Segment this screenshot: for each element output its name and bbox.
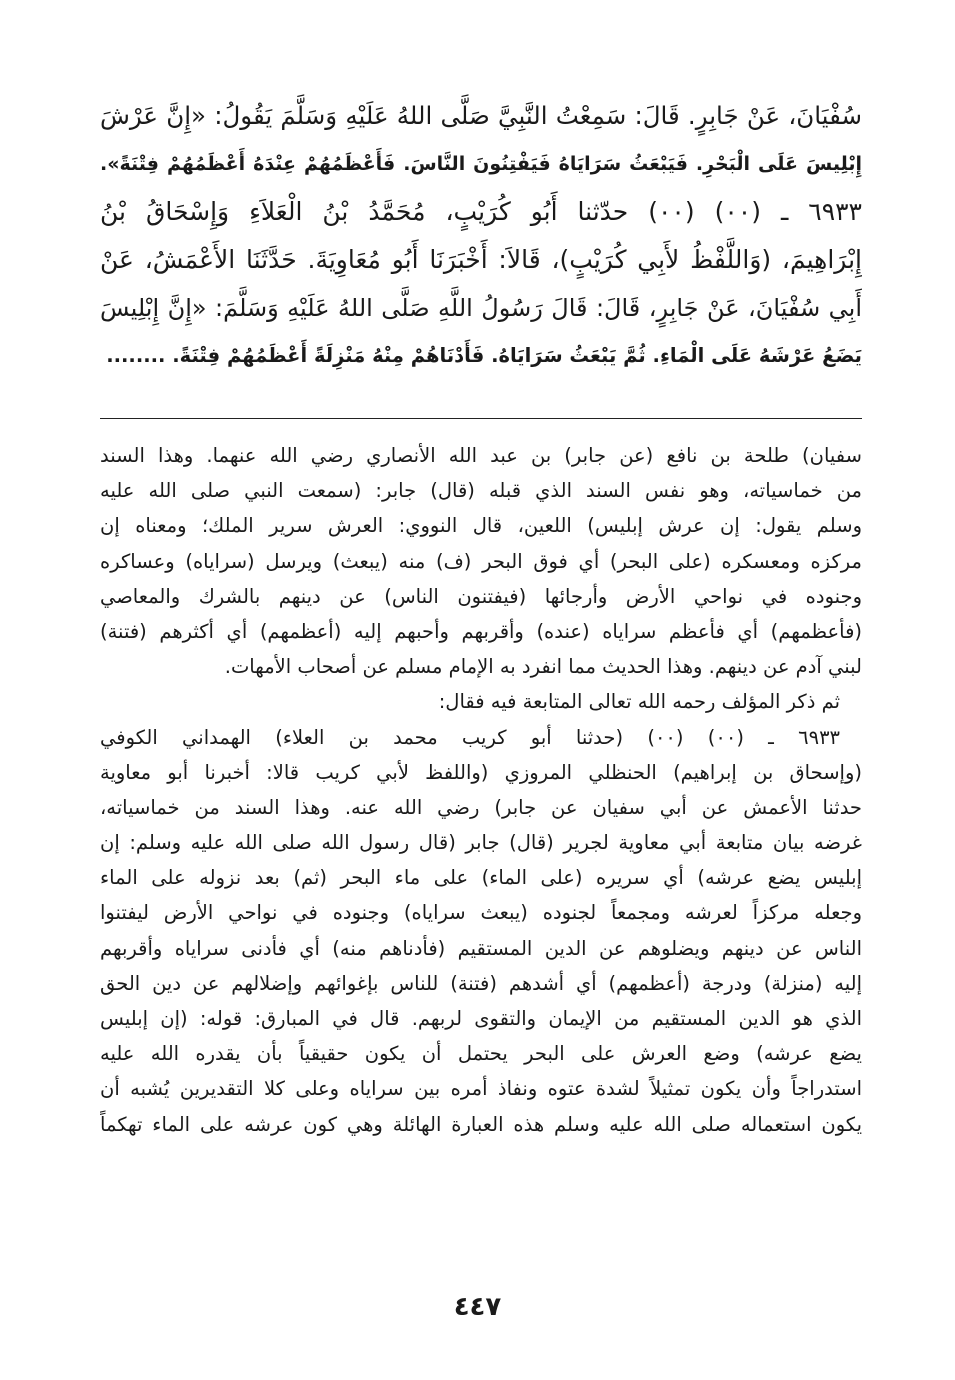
- commentary-line: إبليس يضع عرشه) أي سريره (على الماء) على ماء البحر (ثم) بعد نزوله على الماء: [100, 866, 862, 890]
- hadith-line: إِبْلِيسَ عَلَى الْبَحْرِ. فَيَبْعَثُ سَرَايَاهُ فَيَفْتِنُونَ النَّاسَ. فَأَعْظَمُهُمْ عِنْدَهُ أَعْظَمُهُمْ فِتْنَةً».: [100, 153, 862, 175]
- section-divider: [100, 418, 862, 419]
- commentary-line: الناس عن دينهم ويضلوهم عن الدين المستقيم (فأدناهم منه) أي فأدنى سراياه وأقربهم: [100, 936, 862, 960]
- commentary-line: ٦٩٣٣ ـ (٠٠) (٠٠) (حدثنا أبو كريب محمد بن العلاء) الهمداني الكوفي: [100, 725, 841, 749]
- commentary-line: وجنوده في نواحي الأرض وأرجائها (فيفتنون الناس) عن دينهم بالشرك والمعاصي: [100, 584, 862, 608]
- hadith-line: ٦٩٣٣ ـ (٠٠) (٠٠) حدّثنا أَبُو كُرَيْبٍ، مُحَمَّدُ بْنُ الْعَلاَءِ وَإِسْحَاقُ بْنُ: [100, 197, 862, 226]
- commentary-line: إليه (منزلة) ودرجة (أعظمهم) أي أشدهم (فتنة) للناس بإغوائهم وإضلالهم عن دين الحق: [100, 971, 862, 995]
- commentary-line: (فأعظمهم) أي فأعظم سراياه (عنده) وأقربهم وأحبهم إليه (أعظمهم) أي أكثرهم (فتنة): [100, 619, 862, 643]
- commentary-line: مركزه ومعسكره (على البحر) أي فوق البحر (ف) منه (يبعث) ويرسل (سراياه) وعساكره: [100, 549, 862, 573]
- page-number: ٤٤٧: [453, 1292, 502, 1322]
- commentary-line: يضع عرشه) وضع العرش على البحر يحتمل أن يكون حقيقياً بأن يقدره الله عليه: [100, 1042, 862, 1066]
- commentary-line: وسلم يقول: إن عرش إبليس) اللعين، قال النووي: العرش سرير الملك؛ ومعناه إن: [100, 514, 862, 538]
- hadith-text: [100, 92, 862, 380]
- hadith-line: أَبِي سُفْيَانَ، عَنْ جَابِرٍ، قَالَ: قَالَ رَسُولُ اللَّهِ صَلَّى اللهُ عَلَيْهِ وَسَلَّمَ: «إِنَّ إِبْلِيسَ: [100, 294, 862, 322]
- commentary-line: وجعله مركزاً لعرشه ومجمعاً لجنوده (يبعث سراياه) وجنوده في نواحي الأرض ليفتنوا: [100, 901, 862, 925]
- commentary-line: (وإسحاق بن إبراهيم) الحنظلي المروزي (واللفظ لأبي كريب قالا: أخبرنا أبو معاوية: [100, 760, 862, 784]
- hadith-line: سُفْيَانَ، عَنْ جَابِرٍ. قَالَ: سَمِعْتُ النَّبِيَّ صَلَّى اللهُ عَلَيْهِ وَسَلَّمَ يَقُولُ: «إِنَّ عَرْشَ: [100, 101, 862, 130]
- commentary-line: سفيان) طلحة بن نافع (عن جابر) بن عبد الله الأنصاري رضي الله عنهما. وهذا السند: [100, 444, 862, 467]
- hadith-line: إِبْرَاهِيمَ، (وَاللَّفْظُ لأَبِي كُرَيْبٍ)، قَالاَ: أَخْبَرَنَا أَبُو مُعَاوِيَةَ. حَدَّثَنَا الأَعْمَشُ، عَنْ: [100, 245, 862, 274]
- commentary-line: غرضه بيان متابعة أبي معاوية لجرير (قال) جابر (قال رسول الله صلى الله عليه وسلم: إن: [100, 831, 862, 855]
- commentary-line: الذي هو الدين المستقيم من الإيمان والتقوى لربهم. قال في المبارق: قوله: (إن إبليس: [100, 1007, 862, 1030]
- commentary-line: حدثنا الأعمش عن أبي سفيان عن جابر) رضي الله عنه. وهذا السند من خماسياته،: [100, 795, 862, 819]
- commentary-line: يكون استعماله صلى الله عليه وسلم هذه العبارة الهائلة وهي كون عرشه على الماء تهكماً: [100, 1112, 862, 1136]
- commentary-line: لبني آدم عن دينهم. وهذا الحديث مما انفرد به الإمام مسلم عن أصحاب الأمهات.: [224, 655, 862, 679]
- hadith-line: يَضَعُ عَرْشَهُ عَلَى الْمَاءِ. ثُمَّ يَبْعَثُ سَرَايَاهُ. فَأَدْنَاهُمْ مِنْهُ مَنْزِلَةً أَعْظَمُهُمْ فِتْنَةً. ........: [106, 344, 862, 367]
- commentary-text: [100, 438, 862, 1142]
- commentary-line: استدراجاً وأن يكون تمثيلاً لشدة عتوه ونفاذ أمره بين سراياه وعلى كلا التقديرين يُشبه أن: [100, 1077, 862, 1101]
- commentary-line: ثم ذكر المؤلف رحمه الله تعالى المتابعة فيه فقال:: [438, 690, 840, 714]
- commentary-line: من خماسياته، وهو نفس السند الذي قبله (قال) جابر: (سمعت النبي صلى الله عليه: [100, 479, 862, 503]
